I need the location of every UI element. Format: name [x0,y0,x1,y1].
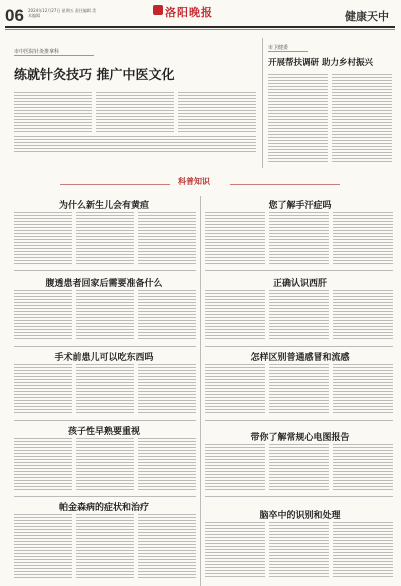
article-body [76,364,134,414]
article-body [205,212,265,264]
article-body [138,514,196,578]
article-title: 正确认识西肝 [272,279,327,289]
top-left-body-col-3 [178,92,256,132]
article-body [138,364,196,414]
article-body [333,364,393,414]
top-right-headline: 开展帮扶调研 助力乡村振兴 [268,58,373,68]
issue-meta: 2024年12月27日 星期五 责任编辑 美术编辑 [28,8,97,18]
article-body [269,444,329,490]
article-body [333,444,393,490]
row-divider [205,270,393,271]
newspaper-logo-icon [153,5,163,15]
article-body [14,364,72,414]
article-body [333,212,393,264]
article-body [76,438,134,490]
article-title: 帕金森病的症状和治疗 [58,503,149,513]
row-divider [14,270,196,271]
article-body [333,522,393,578]
article-title: 孩子性早熟要重视 [67,427,140,437]
banner-line-right [230,184,340,185]
article-body [205,364,265,414]
top-left-body-tail [14,136,256,154]
article-body [14,514,72,578]
section-name: 健康天中 [345,10,389,23]
row-divider [14,346,196,347]
top-left-body-col-2 [96,92,174,132]
article-title: 腹透患者回家后需要准备什么 [45,279,163,289]
banner-line-left [60,184,170,185]
article-body [269,290,329,340]
article-body [76,290,134,340]
article-body [333,290,393,340]
article-body [205,444,265,490]
article-title: 带你了解常规心电图报告 [250,433,350,443]
top-left-body-col-1 [14,92,92,132]
article-body [14,290,72,340]
row-divider [205,496,393,497]
column-divider [262,38,263,168]
row-divider [14,496,196,497]
article-body [205,522,265,578]
column-divider [200,196,201,586]
article-title: 怎样区别普通感冒和流感 [250,353,350,363]
article-body [138,438,196,490]
article-title: 为什么新生儿会有黄疸 [58,201,149,211]
article-title: 手术前患儿可以吃东西吗 [54,353,154,363]
article-body [14,438,72,490]
row-divider [205,420,393,421]
article-body [14,212,72,264]
article-body [269,364,329,414]
article-body [76,514,134,578]
newspaper-name: 洛阳晚报 [165,6,213,19]
top-right-body-col-1 [268,74,328,164]
article-body [138,212,196,264]
top-right-body-col-2 [332,74,392,164]
top-left-kicker: 市中医院针灸推拿科 [14,48,94,56]
row-divider [14,420,196,421]
article-body [138,290,196,340]
header-rule [5,26,395,28]
row-divider [205,346,393,347]
top-right-kicker: 市卫健委 [268,44,308,52]
article-title: 脑卒中的识别和处理 [259,511,341,521]
banner-label: 科普知识 [178,176,210,186]
article-body [76,212,134,264]
page-number: 06 [5,6,24,25]
article-title: 您了解手汗症吗 [268,201,332,211]
article-body [269,212,329,264]
top-left-headline: 练就针灸技巧 推广中医文化 [14,68,175,83]
header-rule-thin [5,29,395,30]
article-body [269,522,329,578]
article-body [205,290,265,340]
